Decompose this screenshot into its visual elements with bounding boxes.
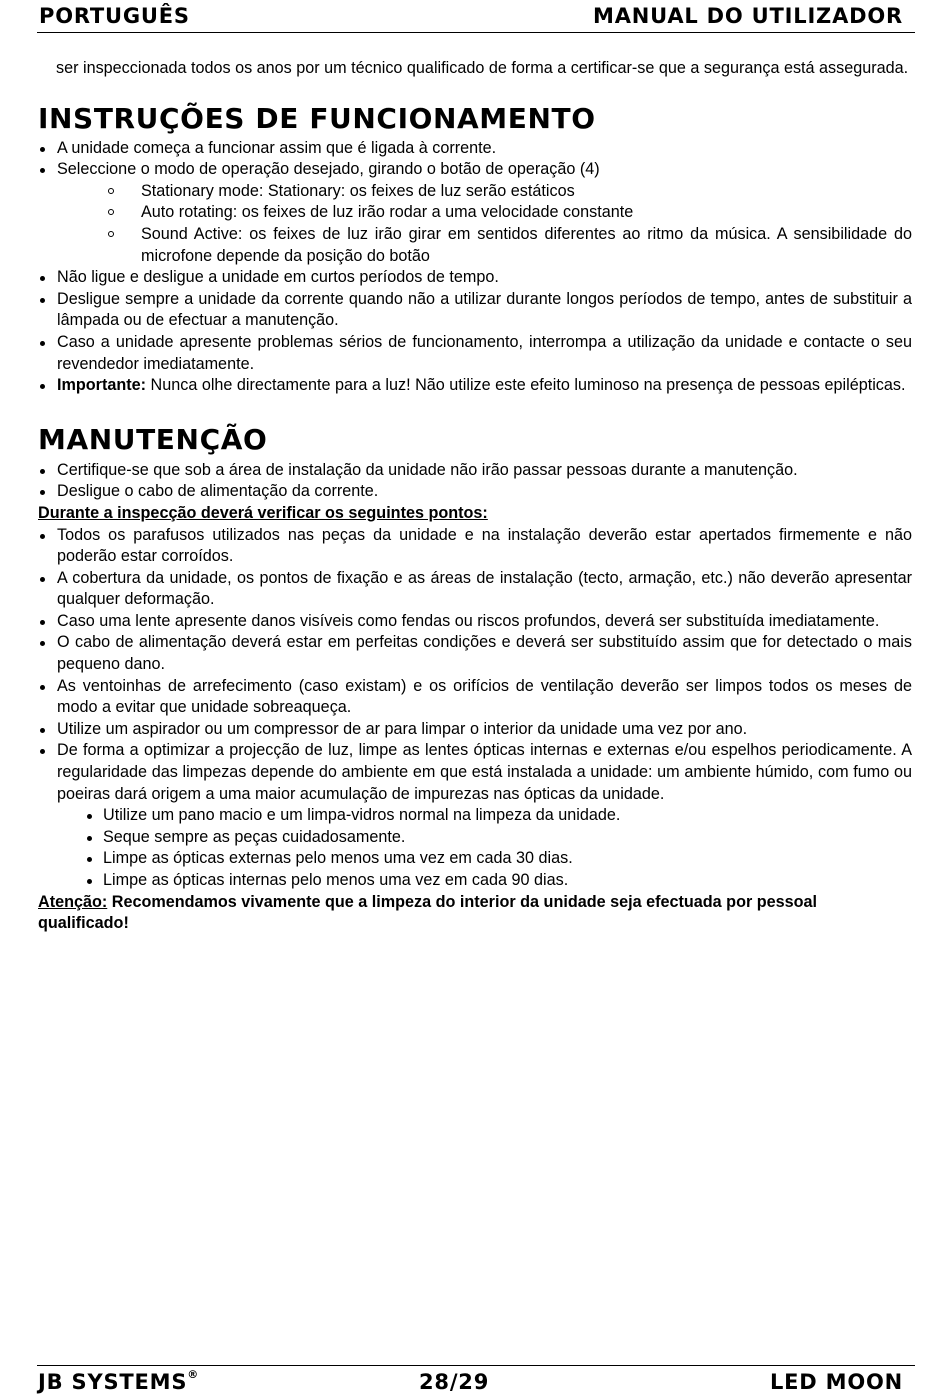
list-item: As ventoinhas de arrefecimento (caso existam) e os orifícios de ventilação deverão ser limpos todos os meses de modo a evitar que unidade sobreaqueça. <box>38 676 912 719</box>
operation-heading: INSTRUÇÕES DE FUNCIONAMENTO <box>38 101 596 135</box>
bullet-icon <box>87 879 92 884</box>
circle-bullet-icon <box>108 209 114 215</box>
list-item: Limpe as ópticas internas pelo menos uma vez em cada 90 dias. <box>38 870 912 892</box>
bullet-icon <box>40 620 45 625</box>
bullet-icon <box>40 384 45 389</box>
list-item: A unidade começa a funcionar assim que é ligada à corrente. <box>38 138 912 160</box>
registered-mark: ® <box>187 1368 200 1381</box>
bullet-icon <box>40 469 45 474</box>
list-item: Utilize um pano macio e um limpa-vidros normal na limpeza da unidade. <box>38 805 912 827</box>
bullet-icon <box>87 814 92 819</box>
list-item: Seque sempre as peças cuidadosamente. <box>38 827 912 849</box>
list-item: De forma a optimizar a projecção de luz, limpe as lentes ópticas internas e externas e/ou espelhos periodicamente. A regularidade das limpezas depende do ambiente em que está instalada a unidade: um ambiente húmido, com fumo ou poeiras dará origem a uma maior acumulação de impurezas nas ópticas da unidade. <box>38 740 912 805</box>
bullet-icon <box>40 685 45 690</box>
bullet-icon <box>40 298 45 303</box>
mode-list <box>38 181 912 267</box>
mode-item: Auto rotating: os feixes de luz irão rodar a uma velocidade constante <box>38 202 912 224</box>
bullet-icon <box>40 147 45 152</box>
intro-paragraph: ser inspeccionada todos os anos por um técnico qualificado de forma a certificar-se que a segurança está assegurada. <box>56 59 909 77</box>
list-item: Todos os parafusos utilizados nas peças da unidade e na instalação deverão estar apertados firmemente e não poderão estar corroídos. <box>38 525 912 568</box>
list-item: Não ligue e desligue a unidade em curtos períodos de tempo. <box>38 267 912 289</box>
page-number: 28/29 <box>419 1370 490 1394</box>
important-text: Nunca olhe directamente para a luz! Não utilize este efeito luminoso na presença de pessoas epilépticas. <box>146 376 906 395</box>
operation-list <box>38 138 912 181</box>
page-footer <box>37 1365 915 1398</box>
bullet-icon <box>40 577 45 582</box>
bullet-icon <box>40 728 45 733</box>
bullet-icon <box>40 168 45 173</box>
mode-item: Sound Active: os feixes de luz irão girar em sentidos diferentes ao ritmo da música. A sensibilidade do microfone depende da posição do botão <box>38 224 912 267</box>
list-item: Desligue o cabo de alimentação da corrente. <box>38 481 912 503</box>
bullet-icon <box>87 836 92 841</box>
bullet-icon <box>40 749 45 754</box>
page-content <box>38 58 912 935</box>
list-item: Certifique-se que sob a área de instalação da unidade não irão passar pessoas durante a manutenção. <box>38 460 912 482</box>
maintenance-heading: MANUTENÇÃO <box>38 422 268 456</box>
attention-note <box>38 892 912 935</box>
bullet-icon <box>87 857 92 862</box>
bullet-icon <box>40 641 45 646</box>
list-item: A cobertura da unidade, os pontos de fixação e as áreas de instalação (tecto, armação, etc.) não deverão apresentar qualquer deformação. <box>38 568 912 611</box>
important-label: Importante: <box>57 376 147 395</box>
list-item: O cabo de alimentação deverá estar em perfeitas condições e deverá ser substituído assim que for detectado o mais pequeno dano. <box>38 632 912 675</box>
page-header <box>37 2 915 33</box>
list-item: Seleccione o modo de operação desejado, girando o botão de operação (4) <box>38 159 912 181</box>
bullet-icon <box>40 276 45 281</box>
circle-bullet-icon <box>108 188 114 194</box>
header-manual-title: MANUAL DO UTILIZADOR <box>593 4 903 28</box>
attention-text: Recomendamos vivamente que a limpeza do interior da unidade seja efectuada por pessoal qualificado! <box>38 892 818 933</box>
attention-label: Atenção: <box>38 892 108 911</box>
circle-bullet-icon <box>108 231 114 237</box>
bullet-icon <box>40 490 45 495</box>
list-item: Limpe as ópticas externas pelo menos uma vez em cada 30 dias. <box>38 848 912 870</box>
footer-product: LED MOON <box>769 1370 903 1394</box>
list-item: Caso uma lente apresente danos visíveis como fendas ou riscos profundos, deverá ser substituída imediatamente. <box>38 611 912 633</box>
footer-brand: JB SYSTEMS® <box>38 1368 200 1394</box>
inspection-list <box>38 525 912 806</box>
list-item: Desligue sempre a unidade da corrente quando não a utilizar durante longos períodos de tempo, antes de substituir a lâmpada ou de efectuar a manutenção. <box>38 289 912 332</box>
operation-list-continued <box>38 267 912 397</box>
list-item: Utilize um aspirador ou um compressor de ar para limpar o interior da unidade uma vez por ano. <box>38 719 912 741</box>
bullet-icon <box>40 341 45 346</box>
header-language: PORTUGUÊS <box>39 4 190 28</box>
list-item: Caso a unidade apresente problemas sérios de funcionamento, interrompa a utilização da unidade e contacte o seu revendedor imediatamente. <box>38 332 912 375</box>
maintenance-list <box>38 460 912 503</box>
list-item <box>38 375 912 397</box>
mode-item: Stationary mode: Stationary: os feixes de luz serão estáticos <box>38 181 912 203</box>
optics-sublist <box>38 805 912 891</box>
inspection-heading: Durante a inspecção deverá verificar os seguintes pontos: <box>38 503 488 522</box>
bullet-icon <box>40 534 45 539</box>
